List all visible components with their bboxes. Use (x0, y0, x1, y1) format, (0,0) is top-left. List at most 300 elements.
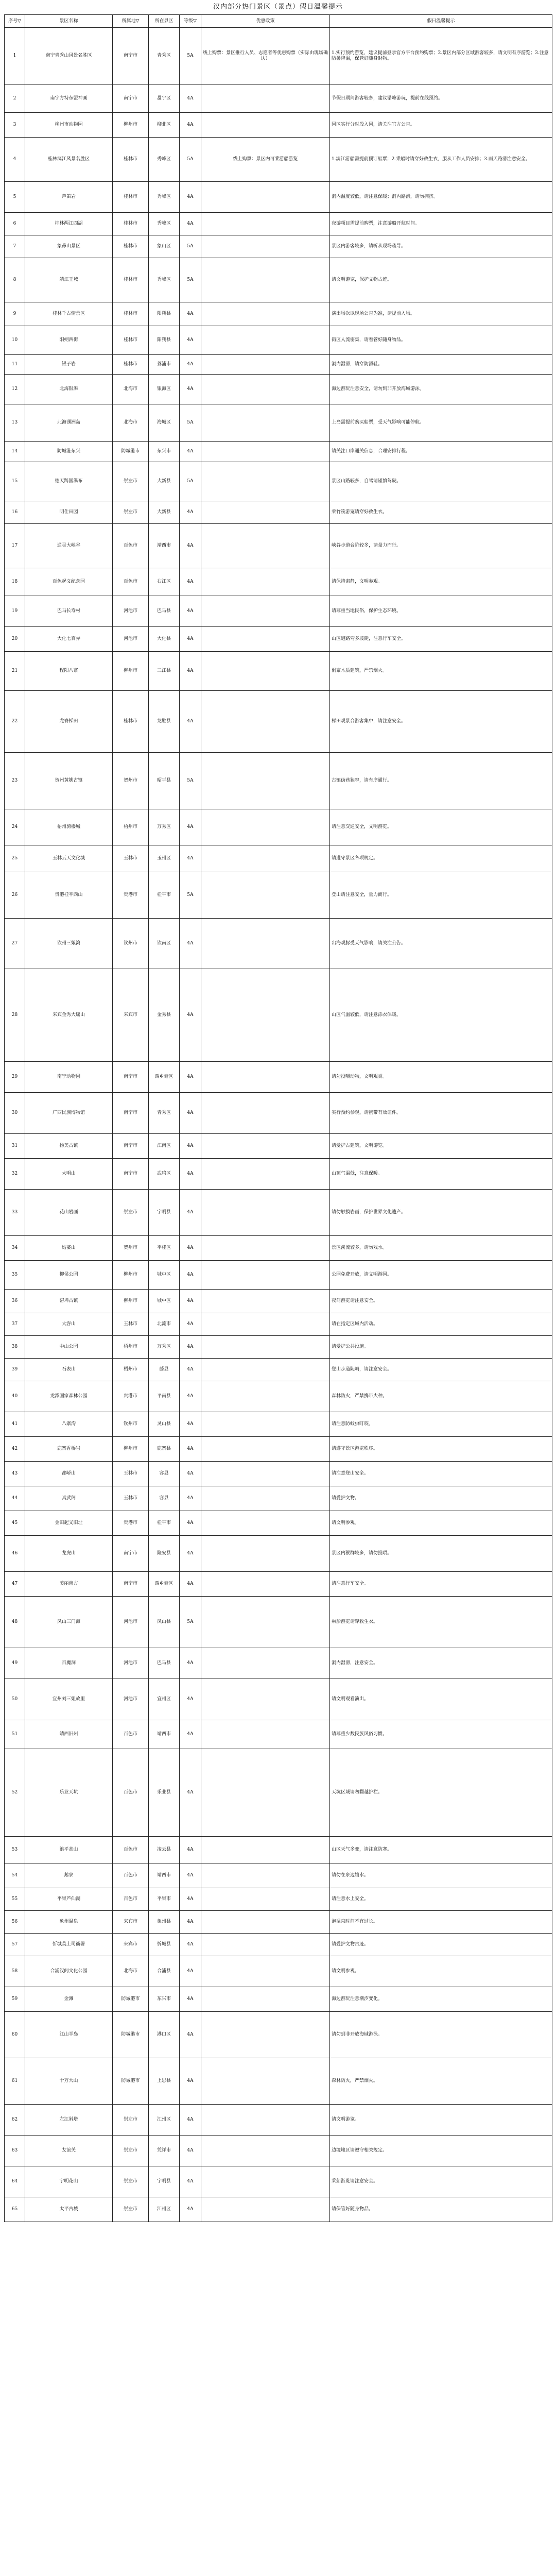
cell-grade: 4A (180, 691, 201, 753)
cell-policy (201, 2105, 330, 2136)
cell-policy (201, 845, 330, 872)
cell-no: 42 (5, 1437, 25, 1462)
cell-county: 西乡塘区 (149, 1062, 180, 1093)
cell-city: 南宁市 (113, 1093, 149, 1134)
cell-county: 秀峰区 (149, 258, 180, 302)
cell-name: 乐业天坑 (25, 1749, 113, 1837)
cell-county: 藤县 (149, 1359, 180, 1381)
cell-tip: 夜游项目需提前购票，注意游船开航时间。 (330, 213, 552, 235)
cell-no: 35 (5, 1261, 25, 1290)
cell-county: 巴马县 (149, 1648, 180, 1679)
cell-name: 大化七百弄 (25, 627, 113, 652)
cell-name: 银子岩 (25, 355, 113, 375)
table-header-row (5, 15, 552, 28)
cell-city: 贺州市 (113, 1236, 149, 1261)
cell-name: 姑婆山 (25, 1236, 113, 1261)
cell-grade: 4A (180, 1863, 201, 1888)
cell-policy (201, 258, 330, 302)
cell-county: 右江区 (149, 568, 180, 596)
cell-county: 江州区 (149, 2105, 180, 2136)
table-row (5, 462, 552, 501)
cell-name: 大容山 (25, 1313, 113, 1336)
cell-grade: 4A (180, 84, 201, 113)
cell-city: 百色市 (113, 1749, 149, 1837)
table-row (5, 1679, 552, 1720)
cell-city: 百色市 (113, 1888, 149, 1911)
cell-grade: 4A (180, 1134, 201, 1159)
cell-city: 防城港市 (113, 2012, 149, 2058)
cell-name: 芦笛岩 (25, 182, 113, 213)
table-row (5, 28, 552, 84)
cell-county: 桂平市 (149, 1511, 180, 1536)
cell-policy (201, 1462, 330, 1486)
cell-grade: 4A (180, 1572, 201, 1597)
cell-name: 宁明花山 (25, 2166, 113, 2197)
cell-policy (201, 2012, 330, 2058)
cell-county: 靖西市 (149, 524, 180, 568)
cell-policy: 线上购票：景区推行人员、志愿者等优惠购票（实际由现场确认） (201, 28, 330, 84)
cell-no: 34 (5, 1236, 25, 1261)
cell-name: 来宾金秀大瑶山 (25, 969, 113, 1062)
cell-name: 桂林千古情景区 (25, 302, 113, 326)
cell-tip: 洞内温度较低，请注意保暖；洞内路滑，请勿拥挤。 (330, 182, 552, 213)
cell-county: 海城区 (149, 404, 180, 442)
cell-name: 美丽南方 (25, 1572, 113, 1597)
cell-tip: 边境地区请遵守相关规定。 (330, 2136, 552, 2166)
cell-county: 东兴市 (149, 1987, 180, 2012)
table-row (5, 845, 552, 872)
table-row (5, 1093, 552, 1134)
cell-grade: 5A (180, 1597, 201, 1648)
table-row (5, 1597, 552, 1648)
cell-city: 桂林市 (113, 302, 149, 326)
cell-city: 崇左市 (113, 2197, 149, 2222)
cell-tip: 海边游玩注意安全，请勿到非开放海域游泳。 (330, 375, 552, 404)
cell-grade: 5A (180, 404, 201, 442)
table-row (5, 1062, 552, 1093)
cell-no: 7 (5, 235, 25, 258)
table-row (5, 442, 552, 462)
cell-tip: 实行预约参观，请携带有效证件。 (330, 1093, 552, 1134)
table-row (5, 258, 552, 302)
cell-city: 来宾市 (113, 1911, 149, 1934)
cell-county: 龙胜县 (149, 691, 180, 753)
table-row (5, 302, 552, 326)
cell-city: 柳州市 (113, 113, 149, 138)
cell-grade: 4A (180, 1934, 201, 1956)
cell-city: 桂林市 (113, 182, 149, 213)
table-row (5, 524, 552, 568)
cell-city: 河池市 (113, 1597, 149, 1648)
table-row (5, 1572, 552, 1597)
table-row (5, 652, 552, 691)
cell-policy (201, 753, 330, 809)
cell-grade: 5A (180, 462, 201, 501)
cell-policy (201, 1888, 330, 1911)
cell-grade: 4A (180, 2012, 201, 2058)
table-row (5, 1720, 552, 1749)
cell-no: 47 (5, 1572, 25, 1597)
table-row (5, 872, 552, 919)
cell-no: 24 (5, 809, 25, 845)
cell-name: 阳朔西街 (25, 326, 113, 355)
cell-tip: 乘船游览请穿救生衣。 (330, 1597, 552, 1648)
cell-county: 金秀县 (149, 969, 180, 1062)
cell-name: 金田起义旧址 (25, 1511, 113, 1536)
cell-county: 桂平市 (149, 872, 180, 919)
cell-county: 合浦县 (149, 1956, 180, 1987)
cell-no: 18 (5, 568, 25, 596)
table-row (5, 375, 552, 404)
cell-grade: 5A (180, 28, 201, 84)
cell-grade: 4A (180, 1159, 201, 1190)
table-row (5, 627, 552, 652)
cell-tip: 乘竹筏游览请穿好救生衣。 (330, 501, 552, 524)
cell-policy (201, 501, 330, 524)
cell-tip: 请勿在泉边嬉水。 (330, 1863, 552, 1888)
cell-city: 玉林市 (113, 1313, 149, 1336)
cell-no: 1 (5, 28, 25, 84)
cell-county: 隆安县 (149, 1536, 180, 1572)
cell-name: 江山半岛 (25, 2012, 113, 2058)
cell-policy (201, 2058, 330, 2105)
cell-grade: 4A (180, 2105, 201, 2136)
cell-no: 10 (5, 326, 25, 355)
col-header-no[interactable]: 序号▽ (5, 15, 25, 28)
cell-county: 三江县 (149, 652, 180, 691)
cell-city: 防城港市 (113, 442, 149, 462)
cell-city: 贺州市 (113, 753, 149, 809)
cell-grade: 4A (180, 1888, 201, 1911)
cell-policy (201, 524, 330, 568)
col-header-city[interactable]: 所属地▽ (113, 15, 149, 28)
cell-tip: 泡温泉时间不宜过长。 (330, 1911, 552, 1934)
cell-name: 贵港桂平西山 (25, 872, 113, 919)
cell-tip: 请注意行车安全。 (330, 1572, 552, 1597)
col-header-policy: 优惠政策 (201, 15, 330, 28)
cell-city: 梧州市 (113, 1336, 149, 1359)
table-row (5, 113, 552, 138)
cell-tip: 街区人流密集，请看管好随身物品。 (330, 326, 552, 355)
cell-policy (201, 1911, 330, 1934)
cell-grade: 4A (180, 1536, 201, 1572)
cell-policy (201, 1511, 330, 1536)
cell-county: 武鸣区 (149, 1159, 180, 1190)
cell-policy (201, 213, 330, 235)
cell-grade: 4A (180, 524, 201, 568)
cell-policy (201, 1236, 330, 1261)
cell-grade: 4A (180, 809, 201, 845)
cell-no: 26 (5, 872, 25, 919)
cell-city: 贵港市 (113, 1381, 149, 1412)
cell-no: 3 (5, 113, 25, 138)
cell-policy (201, 2197, 330, 2222)
cell-county: 平桂区 (149, 1236, 180, 1261)
cell-policy (201, 2166, 330, 2197)
cell-tip: 森林防火，严禁烟火。 (330, 2058, 552, 2105)
cell-county: 宜州区 (149, 1679, 180, 1720)
cell-name: 桂林两江四湖 (25, 213, 113, 235)
cell-name: 左江斜塔 (25, 2105, 113, 2136)
cell-no: 41 (5, 1412, 25, 1437)
cell-no: 64 (5, 2166, 25, 2197)
cell-city: 柳州市 (113, 652, 149, 691)
cell-tip: 请在指定区域内活动。 (330, 1313, 552, 1336)
cell-tip: 1.漓江游船需提前预订船票；2.乘船时请穿好救生衣，服从工作人员安排；3.雨天路滑注意安全。 (330, 138, 552, 182)
cell-tip: 1.实行预约游览，建议提前登录官方平台预约购票；2.景区内部分区域游客较多，请文明有序游览；3.注意防暑降温，保管好随身财物。 (330, 28, 552, 84)
cell-tip: 请注意登山安全。 (330, 1462, 552, 1486)
cell-tip: 山区道路弯多坡陡，注意行车安全。 (330, 627, 552, 652)
cell-policy (201, 326, 330, 355)
cell-name: 大明山 (25, 1159, 113, 1190)
cell-county: 凭祥市 (149, 2136, 180, 2166)
cell-no: 61 (5, 2058, 25, 2105)
cell-no: 8 (5, 258, 25, 302)
cell-name: 柳侯公园 (25, 1261, 113, 1290)
cell-tip: 请文明游览，保护文物古迹。 (330, 258, 552, 302)
cell-grade: 4A (180, 1437, 201, 1462)
cell-no: 44 (5, 1486, 25, 1511)
cell-policy (201, 1597, 330, 1648)
cell-grade: 5A (180, 872, 201, 919)
cell-city: 河池市 (113, 627, 149, 652)
cell-tip: 天坑区域请勿翻越护栏。 (330, 1749, 552, 1837)
cell-grade: 4A (180, 1749, 201, 1837)
cell-no: 38 (5, 1336, 25, 1359)
cell-tip: 请文明观看演出。 (330, 1679, 552, 1720)
cell-tip: 山顶气温低，注意保暖。 (330, 1159, 552, 1190)
cell-name: 象州温泉 (25, 1911, 113, 1934)
cell-name: 象鼻山景区 (25, 235, 113, 258)
cell-name: 鹅泉 (25, 1863, 113, 1888)
cell-name: 真武阁 (25, 1486, 113, 1511)
cell-city: 崇左市 (113, 1190, 149, 1236)
cell-no: 5 (5, 182, 25, 213)
cell-grade: 5A (180, 138, 201, 182)
cell-tip: 峡谷步道台阶较多，请量力而行。 (330, 524, 552, 568)
cell-policy (201, 1837, 330, 1863)
cell-grade: 4A (180, 1412, 201, 1437)
cell-tip: 请注意防蚊虫叮咬。 (330, 1412, 552, 1437)
cell-no: 39 (5, 1359, 25, 1381)
cell-no: 63 (5, 2136, 25, 2166)
cell-tip: 山区天气多变，请注意防寒。 (330, 1837, 552, 1863)
cell-city: 南宁市 (113, 28, 149, 84)
cell-grade: 4A (180, 1236, 201, 1261)
cell-grade: 4A (180, 1336, 201, 1359)
cell-tip: 演出场次以现场公告为准，请提前入场。 (330, 302, 552, 326)
cell-county: 北流市 (149, 1313, 180, 1336)
table-row (5, 1134, 552, 1159)
cell-no: 4 (5, 138, 25, 182)
table-row (5, 2105, 552, 2136)
cell-city: 百色市 (113, 568, 149, 596)
cell-tip: 夜间游览请注意安全。 (330, 1290, 552, 1313)
cell-name: 浪平高山 (25, 1837, 113, 1863)
cell-policy (201, 1159, 330, 1190)
cell-county: 万秀区 (149, 1336, 180, 1359)
table-row (5, 1290, 552, 1313)
cell-city: 北海市 (113, 1956, 149, 1987)
table-row (5, 1934, 552, 1956)
cell-name: 北海银滩 (25, 375, 113, 404)
table-row (5, 1437, 552, 1462)
cell-county: 鹿寨县 (149, 1437, 180, 1462)
cell-no: 43 (5, 1462, 25, 1486)
cell-name: 桂林漓江风景名胜区 (25, 138, 113, 182)
cell-grade: 4A (180, 969, 201, 1062)
cell-policy (201, 809, 330, 845)
cell-policy (201, 652, 330, 691)
cell-no: 20 (5, 627, 25, 652)
cell-no: 23 (5, 753, 25, 809)
table-row (5, 1359, 552, 1381)
cell-policy (201, 1648, 330, 1679)
table-row (5, 1837, 552, 1863)
table-row (5, 1987, 552, 2012)
col-header-grade[interactable]: 等级▽ (180, 15, 201, 28)
cell-grade: 4A (180, 1987, 201, 2012)
table-row (5, 1336, 552, 1359)
scenic-spots-table (4, 14, 552, 2222)
cell-grade: 4A (180, 627, 201, 652)
cell-policy (201, 568, 330, 596)
cell-tip: 请文明参观。 (330, 1511, 552, 1536)
table-row (5, 326, 552, 355)
cell-county: 凌云县 (149, 1837, 180, 1863)
cell-county: 忻城县 (149, 1934, 180, 1956)
cell-city: 南宁市 (113, 1572, 149, 1597)
cell-name: 百色起义纪念园 (25, 568, 113, 596)
cell-county: 上思县 (149, 2058, 180, 2105)
cell-tip: 乘船游览请注意安全。 (330, 2166, 552, 2197)
cell-name: 龙潭国家森林公园 (25, 1381, 113, 1412)
cell-city: 崇左市 (113, 462, 149, 501)
cell-no: 52 (5, 1749, 25, 1837)
cell-tip: 请文明参观。 (330, 1956, 552, 1987)
cell-county: 大新县 (149, 501, 180, 524)
table-row (5, 1956, 552, 1987)
cell-tip: 景区内猴群较多，请勿投喂。 (330, 1536, 552, 1572)
cell-tip: 登山请注意安全，量力而行。 (330, 872, 552, 919)
cell-tip: 请保持肃静，文明参观。 (330, 568, 552, 596)
cell-policy (201, 1720, 330, 1749)
cell-no: 22 (5, 691, 25, 753)
cell-no: 60 (5, 2012, 25, 2058)
cell-tip: 森林防火，严禁携带火种。 (330, 1381, 552, 1412)
cell-tip: 景区山路较多，自驾请谨慎驾驶。 (330, 462, 552, 501)
cell-city: 崇左市 (113, 2105, 149, 2136)
cell-no: 16 (5, 501, 25, 524)
cell-tip: 上岛需提前购买船票，受天气影响可能停航。 (330, 404, 552, 442)
table-row (5, 1261, 552, 1290)
cell-city: 北海市 (113, 375, 149, 404)
table-row (5, 235, 552, 258)
cell-county: 东兴市 (149, 442, 180, 462)
cell-no: 58 (5, 1956, 25, 1987)
cell-city: 防城港市 (113, 2058, 149, 2105)
cell-no: 21 (5, 652, 25, 691)
cell-grade: 4A (180, 568, 201, 596)
table-row (5, 1911, 552, 1934)
table-row (5, 596, 552, 627)
cell-policy (201, 84, 330, 113)
cell-no: 49 (5, 1648, 25, 1679)
cell-city: 南宁市 (113, 1134, 149, 1159)
cell-no: 28 (5, 969, 25, 1062)
cell-grade: 4A (180, 1911, 201, 1934)
cell-name: 金滩 (25, 1987, 113, 2012)
cell-tip: 洞内湿滑，请穿防滑鞋。 (330, 355, 552, 375)
cell-policy (201, 1863, 330, 1888)
cell-no: 6 (5, 213, 25, 235)
cell-policy (201, 1359, 330, 1381)
cell-city: 南宁市 (113, 1536, 149, 1572)
cell-city: 桂林市 (113, 326, 149, 355)
cell-county: 大化县 (149, 627, 180, 652)
cell-county: 容县 (149, 1462, 180, 1486)
col-header-tip: 假日温馨提示 (330, 15, 552, 28)
cell-policy (201, 1536, 330, 1572)
table-row (5, 1536, 552, 1572)
cell-city: 来宾市 (113, 969, 149, 1062)
cell-grade: 4A (180, 1261, 201, 1290)
cell-name: 合浦汉闾文化公园 (25, 1956, 113, 1987)
cell-no: 14 (5, 442, 25, 462)
cell-county: 柳北区 (149, 113, 180, 138)
cell-county: 宁明县 (149, 1190, 180, 1236)
cell-no: 55 (5, 1888, 25, 1911)
cell-tip: 节假日期间游客较多，建议错峰游玩，提前在线预约。 (330, 84, 552, 113)
cell-tip: 请文明游览。 (330, 2105, 552, 2136)
cell-county: 大新县 (149, 462, 180, 501)
cell-city: 南宁市 (113, 1159, 149, 1190)
cell-name: 北海涠洲岛 (25, 404, 113, 442)
table-row (5, 753, 552, 809)
cell-policy (201, 1934, 330, 1956)
cell-tip: 出海观豚受天气影响，请关注公告。 (330, 919, 552, 969)
table-row (5, 501, 552, 524)
cell-name: 柳州市动物园 (25, 113, 113, 138)
cell-name: 鹿寨香桥岩 (25, 1437, 113, 1462)
cell-county: 靖西市 (149, 1720, 180, 1749)
cell-city: 河池市 (113, 1679, 149, 1720)
cell-name: 凤山三门海 (25, 1597, 113, 1648)
cell-name: 靖西旧州 (25, 1720, 113, 1749)
cell-county: 平果市 (149, 1888, 180, 1911)
cell-no: 27 (5, 919, 25, 969)
cell-name: 通灵大峡谷 (25, 524, 113, 568)
cell-grade: 5A (180, 235, 201, 258)
cell-name: 龙脊梯田 (25, 691, 113, 753)
table-row (5, 1486, 552, 1511)
cell-grade: 4A (180, 501, 201, 524)
cell-county: 宁明县 (149, 2166, 180, 2197)
table-row (5, 919, 552, 969)
cell-tip: 请尊重当地民俗，保护生态环境。 (330, 596, 552, 627)
cell-policy (201, 872, 330, 919)
cell-city: 百色市 (113, 1837, 149, 1863)
cell-policy (201, 182, 330, 213)
cell-grade: 4A (180, 2166, 201, 2197)
cell-grade: 4A (180, 1837, 201, 1863)
cell-name: 宜州刘三姐故里 (25, 1679, 113, 1720)
cell-tip: 请关注口岸通关信息，合理安排行程。 (330, 442, 552, 462)
cell-city: 梧州市 (113, 1359, 149, 1381)
cell-city: 柳州市 (113, 1437, 149, 1462)
cell-grade: 4A (180, 326, 201, 355)
cell-city: 南宁市 (113, 84, 149, 113)
